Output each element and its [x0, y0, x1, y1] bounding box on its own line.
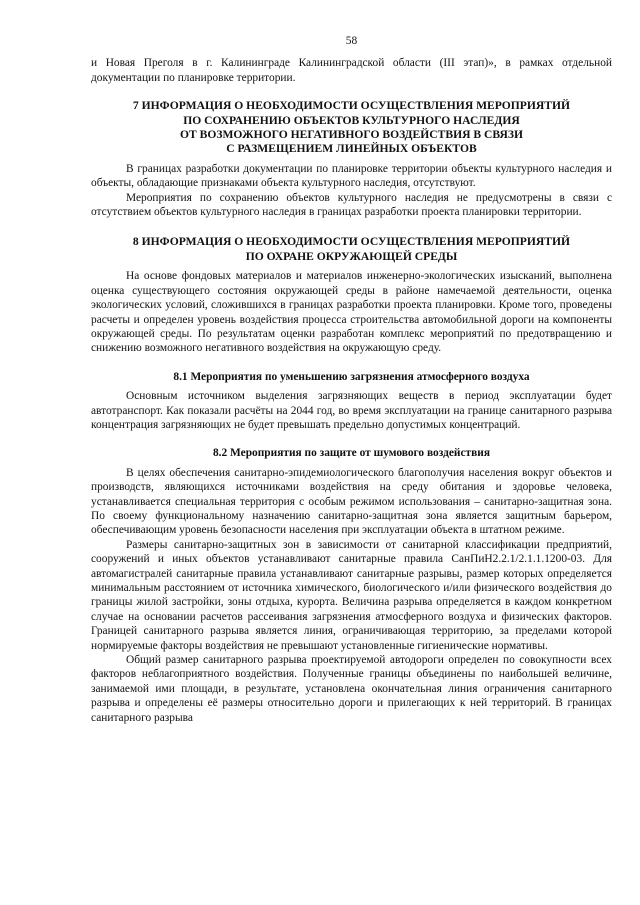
- section-7-heading-line: ПО СОХРАНЕНИЮ ОБЪЕКТОВ КУЛЬТУРНОГО НАСЛЕДИЯ: [183, 113, 520, 127]
- intro-paragraph: и Новая Преголя в г. Калининграде Калининградской области (III этап)», в рамках отдельной документации по планировке территории.: [91, 57, 612, 84]
- section-8-2-paragraph: В целях обеспечения санитарно-эпидемиологического благополучия населения вокруг объектов и производств, являющихся источниками воздействия на среду обитания и здоровье человека, устанавливается специальная территория с особым режимом использования – санитарно-защитная зона. По своему функциональному назначению санитарно-защитная зона является защитным барьером, обеспечивающим уровень безопасности населения при эксплуатации объекта в штатном режиме.: [91, 466, 612, 537]
- document-page: [91, 34, 612, 725]
- section-7-heading-line: 7 ИНФОРМАЦИЯ О НЕОБХОДИМОСТИ ОСУЩЕСТВЛЕНИЯ МЕРОПРИЯТИЙ: [132, 99, 571, 113]
- section-8-1-paragraph: Основным источником выделения загрязняющих веществ в период эксплуатации будет автотранспорт. Как показали расчёты на 2044 год, во время эксплуатации на границе санитарного разрыва концентрация загрязняющих не будет превышать предельно допустимых концентраций.: [91, 390, 612, 431]
- section-7-heading-line: С РАЗМЕЩЕНИЕМ ЛИНЕЙНЫХ ОБЪЕКТОВ: [226, 142, 477, 156]
- section-8-heading: [91, 235, 612, 264]
- section-8-2-paragraph: Размеры санитарно-защитных зон в зависимости от санитарной классификации предприятий, сооружений и иных объектов устанавливают санитарные правила СанПиН2.2.1/2.1.1.1200-03. Для автомагистралей санитарные правила устанавливают санитарные разрывы, размер которых определяется минимальным расстоянием от источника химического, биологического и/или физического воздействия до границы жилой застройки, зоны отдыха, курорта. Величина разрыва определяется в каждом конкретном случае на основании расчетов рассеивания загрязнения атмосферного воздуха и физических факторов. Границей санитарного разрыва является линия, ограничивающая территорию, за пределами которой нормируемые факторы воздействия не превышают установленные гигиенические нормативы.: [91, 538, 612, 652]
- section-8-2-paragraph: Общий размер санитарного разрыва проектируемой автодороги определен по совокупности всех факторов неблагоприятного воздействия. Полученные границы объединены по наибольшей величине, занимаемой ими площади, в результате, установлена окончательная линия ограничения санитарного разрыва и определены её размеры относительно дороги и прилегающих к ней территорий. В границах санитарного разрыва: [91, 654, 612, 724]
- section-7-paragraph: В границах разработки документации по планировке территории объекты культурного наследия и объекты, обладающие признаками объекта культурного наследия, отсутствуют.: [91, 162, 612, 190]
- section-7-paragraph: Мероприятия по сохранению объектов культурного наследия не предусмотрены в связи с отсутствием объектов культурного наследия в границах разработки проекта планировки территории.: [91, 191, 612, 219]
- section-7-heading-line: ОТ ВОЗМОЖНОГО НЕГАТИВНОГО ВОЗДЕЙСТВИЯ В СВЯЗИ: [179, 128, 524, 142]
- section-8-2-heading: 8.2 Мероприятия по защите от шумового воздействия: [212, 447, 491, 460]
- page-number: 58: [345, 35, 358, 47]
- section-8-1-heading: 8.1 Мероприятия по уменьшению загрязнения атмосферного воздуха: [173, 370, 530, 383]
- section-8-paragraph: На основе фондовых материалов и материалов инженерно-экологических изысканий, выполнена оценка существующего состояния окружающей среды в районе намечаемой деятельности, оценка экологических условий, сложившихся в границах разработки проекта планировки. Кроме того, проведены расчеты и определен уровень воздействия процесса строительства автомобильной дороги на компоненты окружающей среды. По результатам оценки разработан комплекс мероприятий по предотвращению и снижению возможного негативного воздействия на окружающую среду.: [91, 270, 612, 355]
- section-8-heading-line: ПО ОХРАНЕ ОКРУЖАЮЩЕЙ СРЕДЫ: [245, 249, 458, 263]
- section-7-heading: [91, 99, 612, 157]
- section-8-heading-line: 8 ИНФОРМАЦИЯ О НЕОБХОДИМОСТИ ОСУЩЕСТВЛЕНИЯ МЕРОПРИЯТИЙ: [132, 235, 571, 249]
